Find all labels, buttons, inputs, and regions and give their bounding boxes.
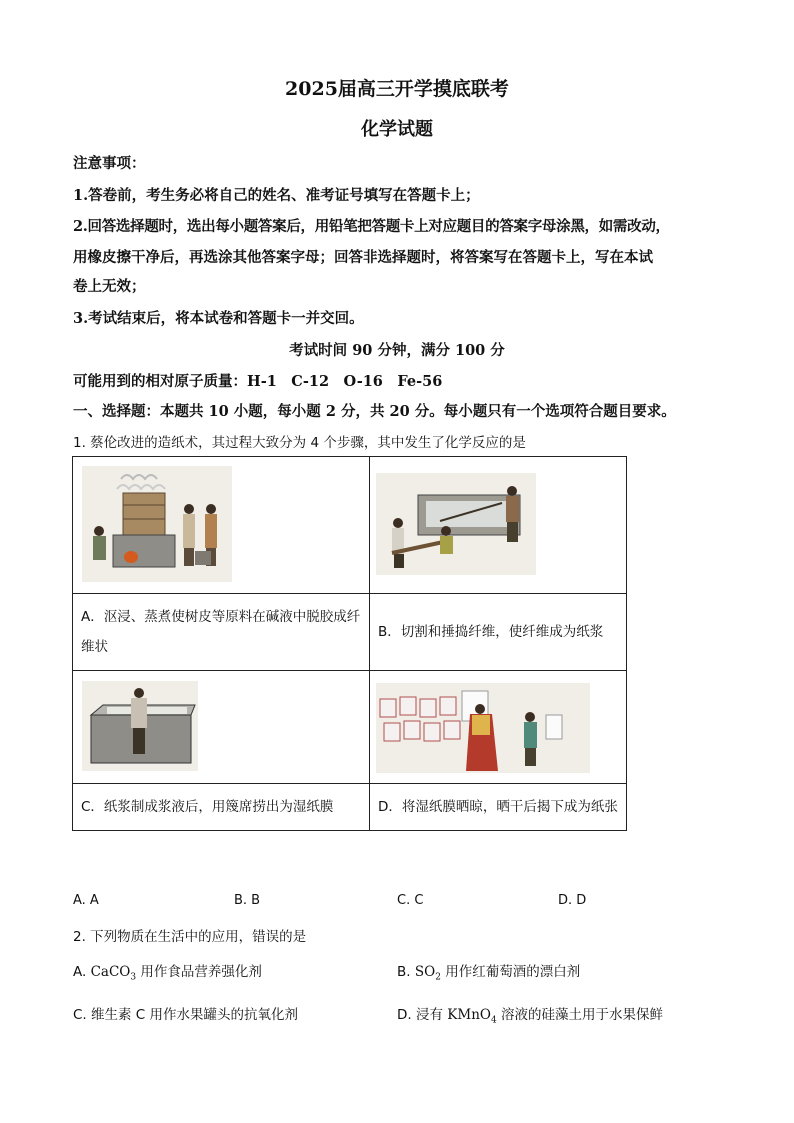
q2-option-d-formula: KMnO$_4$: [447, 1007, 497, 1026]
q1-image-cell-b: [370, 457, 627, 594]
q1-image-cell-a: [73, 457, 370, 594]
q2-option-a-prefix: A.: [73, 964, 91, 980]
q1-image-cell-c: [73, 671, 370, 784]
q2-stem: 2. 下列物质在生活中的应用，错误的是: [73, 929, 307, 945]
q2-option-a-text: 用作食品营养强化剂: [140, 964, 262, 980]
paper-mould-illustration: [73, 671, 369, 783]
q2-option-b-text: 用作红葡萄酒的漂白剂: [445, 964, 581, 980]
q2-option-b[interactable]: [397, 960, 580, 983]
q2-option-a-formula: CaCO$_3$: [90, 964, 137, 983]
notes-item-2-line-2: 用橡皮擦干净后，再选涂其他答案字母；回答非选择题时，将答案写在答题卡上，写在本试: [73, 249, 653, 266]
notes-item-2-line-1: 2.回答选择题时，选出每小题答案后，用铅笔把答题卡上对应题目的答案字母涂黑，如需改动，: [73, 218, 670, 235]
exam-title: 2025届高三开学摸底联考: [285, 78, 509, 100]
q1-choice-b[interactable]: B. B: [234, 893, 261, 908]
notes-item-3: 3.考试结束后，将本试卷和答题卡一并交回。: [73, 310, 364, 327]
atomic-mass-line: 可能用到的相对原子质量：H-1 C-12 O-16 Fe-56: [73, 373, 443, 390]
notes-heading: 注意事项：: [73, 155, 146, 172]
exam-subtitle: 化学试题: [361, 119, 433, 140]
q1-cell-c: C．纸浆制成浆液后，用篾席捞出为湿纸膜: [73, 784, 370, 831]
q2-option-b-prefix: B.: [397, 964, 415, 980]
q1-cell-b: B．切割和捶捣纤维，使纤维成为纸浆: [370, 594, 627, 671]
exam-info: 考试时间 90 分钟，满分 100 分: [289, 342, 505, 359]
q1-choice-d[interactable]: D. D: [558, 893, 587, 908]
q1-cell-d: D．将湿纸膜晒晾，晒干后揭下成为纸张: [370, 784, 627, 831]
q2-option-d[interactable]: [397, 1003, 663, 1026]
q1-cell-a: A．沤浸、蒸煮使树皮等原料在碱液中脱胶成纤维状: [73, 594, 370, 671]
q1-table: [72, 456, 627, 831]
notes-item-2-line-3: 卷上无效；: [73, 278, 146, 295]
drying-paper-illustration: [370, 671, 626, 783]
soaking-steaming-illustration: [73, 457, 369, 593]
q2-option-a[interactable]: [73, 960, 262, 983]
q2-option-b-formula: $SO_2$: [414, 964, 441, 983]
q1-choice-c[interactable]: C. C: [397, 893, 424, 908]
beating-fibers-illustration: [370, 457, 626, 593]
q2-option-d-text: 溶液的硅藻土用于水果保鲜: [500, 1007, 663, 1023]
section-1-heading: 一、选择题：本题共 10 小题，每小题 2 分，共 20 分。每小题只有一个选项符合题目要求。: [73, 403, 676, 420]
q1-choice-a[interactable]: A. A: [73, 893, 99, 908]
q2-option-c[interactable]: C. 维生素 C 用作水果罐头的抗氧化剂: [73, 1007, 299, 1023]
q1-image-cell-d: [370, 671, 627, 784]
notes-item-1: 1.答卷前，考生务必将自己的姓名、准考证号填写在答题卡上；: [73, 187, 480, 204]
q2-option-d-prefix: D. 浸有: [397, 1007, 443, 1023]
q1-stem: 1. 蔡伦改进的造纸术，其过程大致分为 4 个步骤，其中发生了化学反应的是: [73, 435, 526, 451]
